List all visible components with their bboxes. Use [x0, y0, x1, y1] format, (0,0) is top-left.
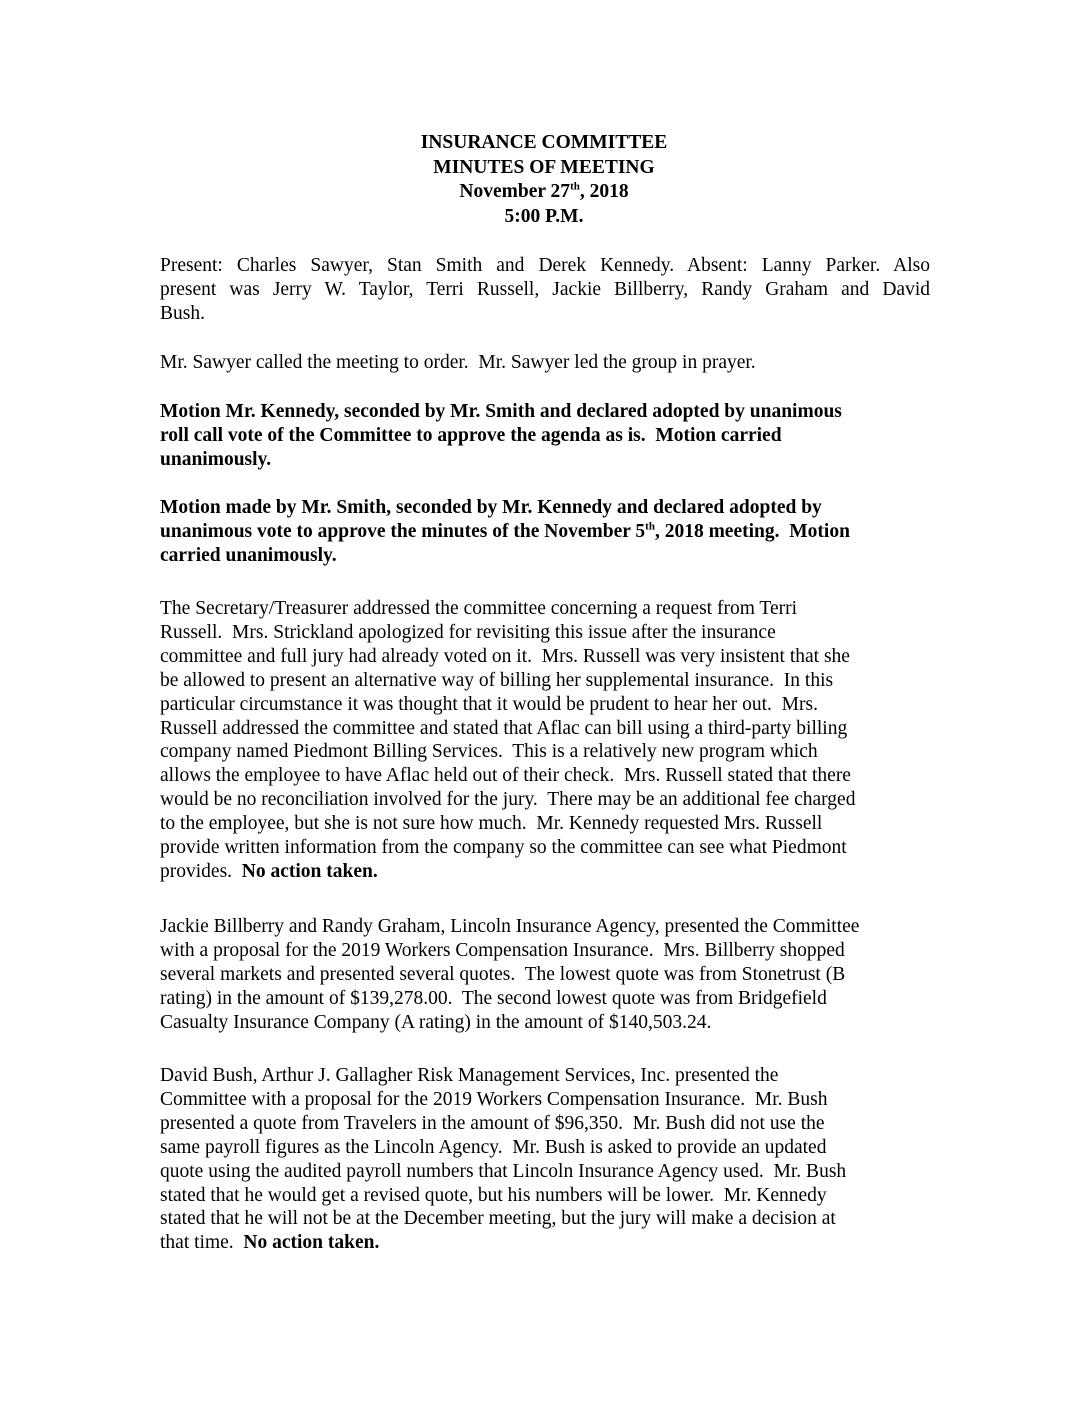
attendance-paragraph: Present: Charles Sawyer, Stan Smith and Derek Kennedy. Absent: Lanny Parker. Also present was Jerry W. Taylor, Terri Russell, Jackie Billberry, Randy Graham and David Bush. — [160, 255, 930, 324]
no-action-label: No action taken. — [243, 1232, 380, 1254]
committee-title: INSURANCE COMMITTEE — [420, 132, 668, 153]
gallagher-proposal-paragraph: David Bush, Arthur J. Gallagher Risk Management Services, Inc. presented the Committee with a proposal for the 2019 Workers Compensation Insurance. Mr. Bush presented a quote from Travelers in the amount of $96,350. Mr. Bush did not use the same payroll figures as the Lincoln Agency. Mr. Bush is asked to provide an updated quote using the audited payroll numbers that Lincoln Insurance Agency used. Mr. Bush stated that he would get a revised quote, but his numbers will be lower. Mr. Kennedy stated that he will not be at the December meeting, but the jury will make a decision at that time. No action taken. — [160, 1065, 847, 1254]
meeting-date: November 27th, 2018 — [459, 180, 629, 202]
motion-agenda-paragraph: Motion Mr. Kennedy, seconded by Mr. Smith and declared adopted by unanimous roll call vote of the Committee to approve the agenda as is. Motion carried unanimously. — [160, 401, 842, 470]
minutes-title: MINUTES OF MEETING — [433, 156, 655, 178]
meeting-time: 5:00 P.M. — [504, 205, 584, 227]
motion-minutes-paragraph: Motion made by Mr. Smith, seconded by Mr. Kennedy and declared adopted by unanimous vote to approve the minutes of the November 5th, 2018 meeting. Motion carried unanimously. — [160, 497, 850, 566]
no-action-label: No action taken. — [241, 860, 378, 882]
russell-request-paragraph: The Secretary/Treasurer addressed the committee concerning a request from Terri Russell. Mrs. Strickland apologized for revisiting this issue after the insurance committee and full jury had already voted on it. Mrs. Russell was very insistent that she be allowed to present an alternative way of billing her supplemental insurance. In this particular circumstance it was thought that it would be prudent to hear her out. Mrs. Russell addressed the committee and stated that Aflac can bill using a third-party billing company named Piedmont Billing Services. This is a relatively new program which allows the employee to have Aflac held out of their check. Mrs. Russell stated that there would be no reconciliation involved for the jury. There may be an additional fee charged to the employee, but she is not sure how much. Mr. Kennedy requested Mrs. Russell provide written information from the company so the committee can see what Piedmont provides. No action taken. — [160, 598, 856, 882]
lincoln-proposal-paragraph: Jackie Billberry and Randy Graham, Lincoln Insurance Agency, presented the Committee with a proposal for the 2019 Workers Compensation Insurance. Mrs. Billberry shopped several markets and presented several quotes. The lowest quote was from Stonetrust (B rating) in the amount of $139,278.00. The second lowest quote was from Bridgefield Casualty Insurance Company (A rating) in the amount of $140,503.24. — [160, 916, 860, 1033]
document-header — [0, 131, 1088, 229]
call-to-order-paragraph: Mr. Sawyer called the meeting to order. Mr. Sawyer led the group in prayer. — [160, 352, 756, 373]
